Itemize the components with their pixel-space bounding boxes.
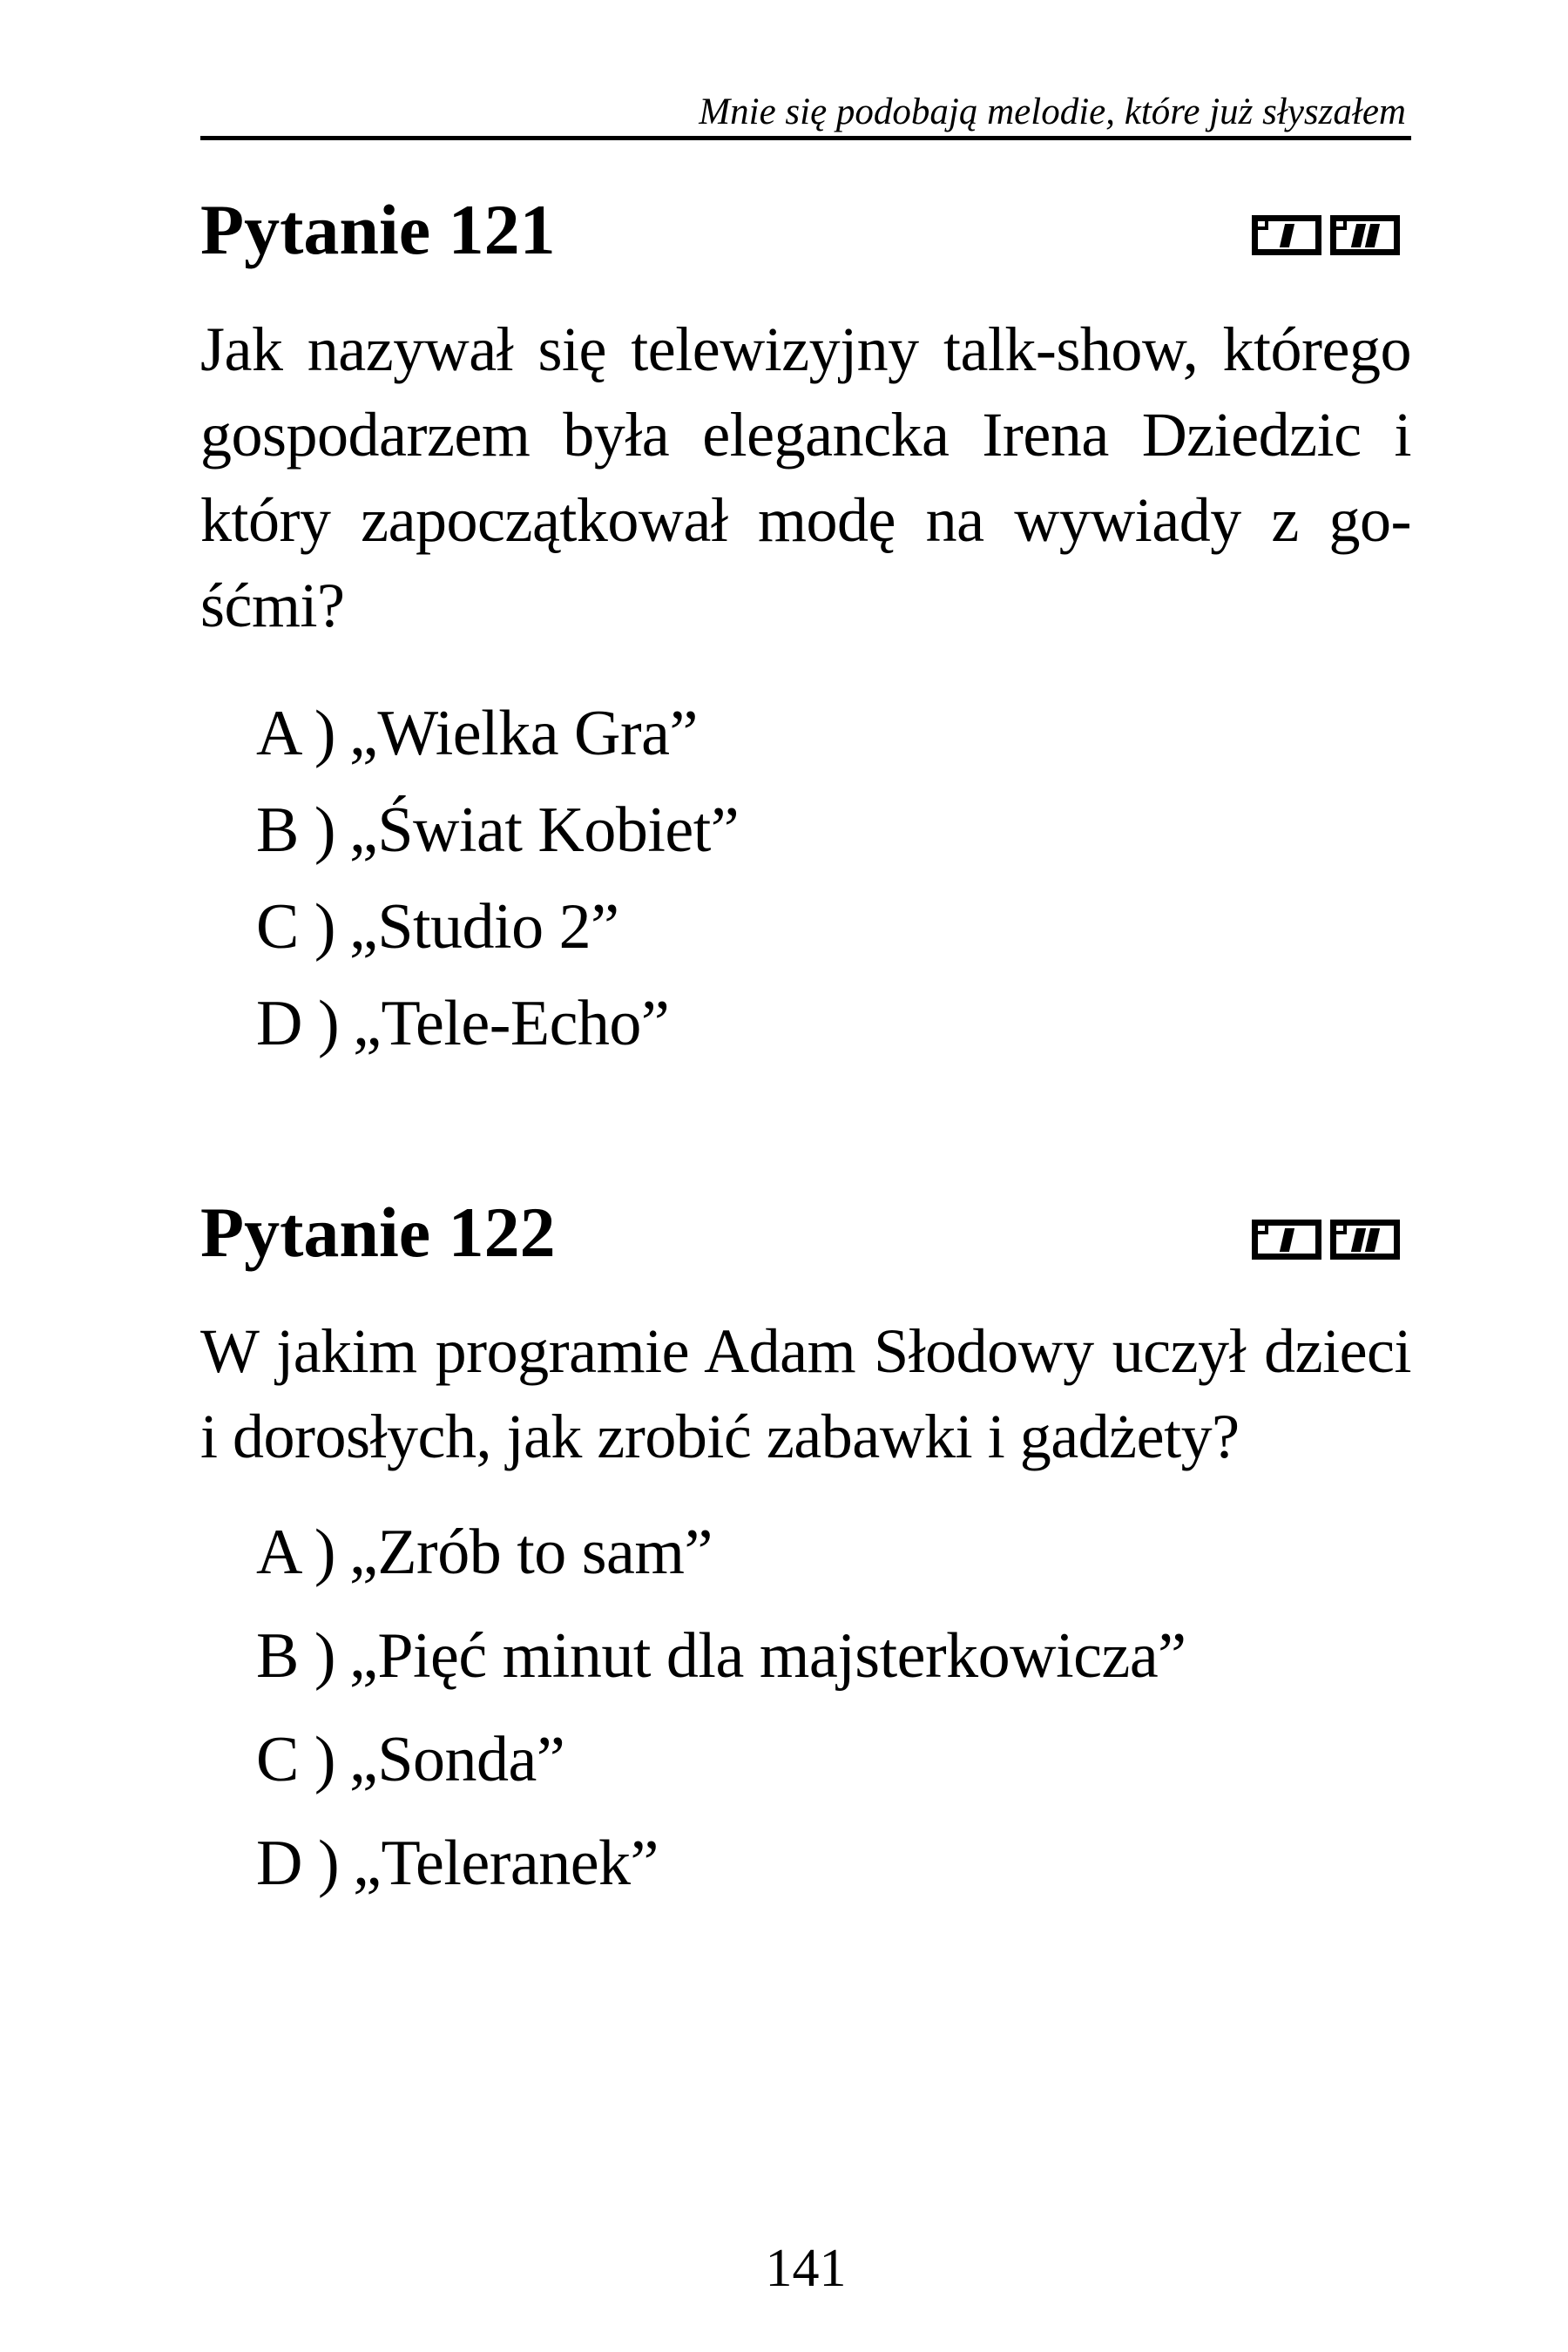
option-label: D ) [256,1828,340,1899]
option-label: B ) [256,1620,335,1692]
answer-option [256,1501,1186,1605]
numeral-bars [1336,1226,1394,1254]
question-text [200,307,1411,648]
running-header-text: Mnie się podobają melodie, które już słyszałem [699,91,1406,132]
question-text-line: śćmi? [200,571,345,640]
question-text-line: gospodarzem była elegancka Irena Dziedzic i [200,400,1411,470]
option-text: „Zrób to sam” [349,1517,713,1588]
answer-option [256,782,739,879]
option-label: B ) [256,794,335,866]
answer-option [256,1708,1186,1812]
page-number: 141 [765,2239,847,2298]
question-text-line: który zapoczątkował modę na wywiady z go- [200,485,1411,555]
option-text: „Studio 2” [349,891,619,963]
channel-icons [1252,1220,1400,1260]
answer-options [256,686,739,1072]
numeral-bars [1258,1226,1315,1254]
option-label: A ) [256,1517,335,1588]
header-rule [200,136,1411,140]
tv-channel-2-icon [1330,215,1400,255]
question-text-line: Jak nazywał się telewizyjny talk-show, którego [200,314,1411,384]
option-text: „Wielka Gra” [349,698,698,769]
answer-option [256,879,739,976]
answer-option [256,686,739,782]
numeral-bar [1350,1228,1365,1252]
option-text: „Pięć minut dla majsterkowicza” [349,1620,1186,1692]
answer-option [256,1605,1186,1708]
option-label: D ) [256,988,340,1059]
tv-channel-1-icon [1252,1220,1321,1260]
question-text [200,1308,1411,1479]
numeral-bar [1279,224,1294,247]
option-text: „Tele-Echo” [353,988,670,1059]
numeral-bars [1336,221,1394,249]
channel-icons [1252,215,1400,255]
option-text: „Świat Kobiet” [349,794,740,866]
numeral-bar [1279,1228,1294,1252]
question-title: Pytanie 122 [200,1193,556,1272]
numeral-bars [1258,221,1315,249]
answer-option [256,976,739,1072]
numeral-bar [1364,1228,1379,1252]
question-text-line: W jakim programie Adam Słodowy uczył dzieci [200,1316,1411,1386]
option-label: C ) [256,891,335,963]
answer-option [256,1812,1186,1916]
tv-channel-2-icon [1330,1220,1400,1260]
option-text: „Teleranek” [353,1828,659,1899]
numeral-bar [1364,224,1379,247]
question-text-line: i dorosłych, jak zrobić zabawki i gadżety? [200,1402,1240,1471]
option-label: A ) [256,698,335,769]
numeral-bar [1350,224,1365,247]
answer-options [256,1501,1186,1916]
tv-channel-1-icon [1252,215,1321,255]
question-title: Pytanie 121 [200,190,556,269]
option-label: C ) [256,1724,335,1795]
option-text: „Sonda” [349,1724,565,1795]
